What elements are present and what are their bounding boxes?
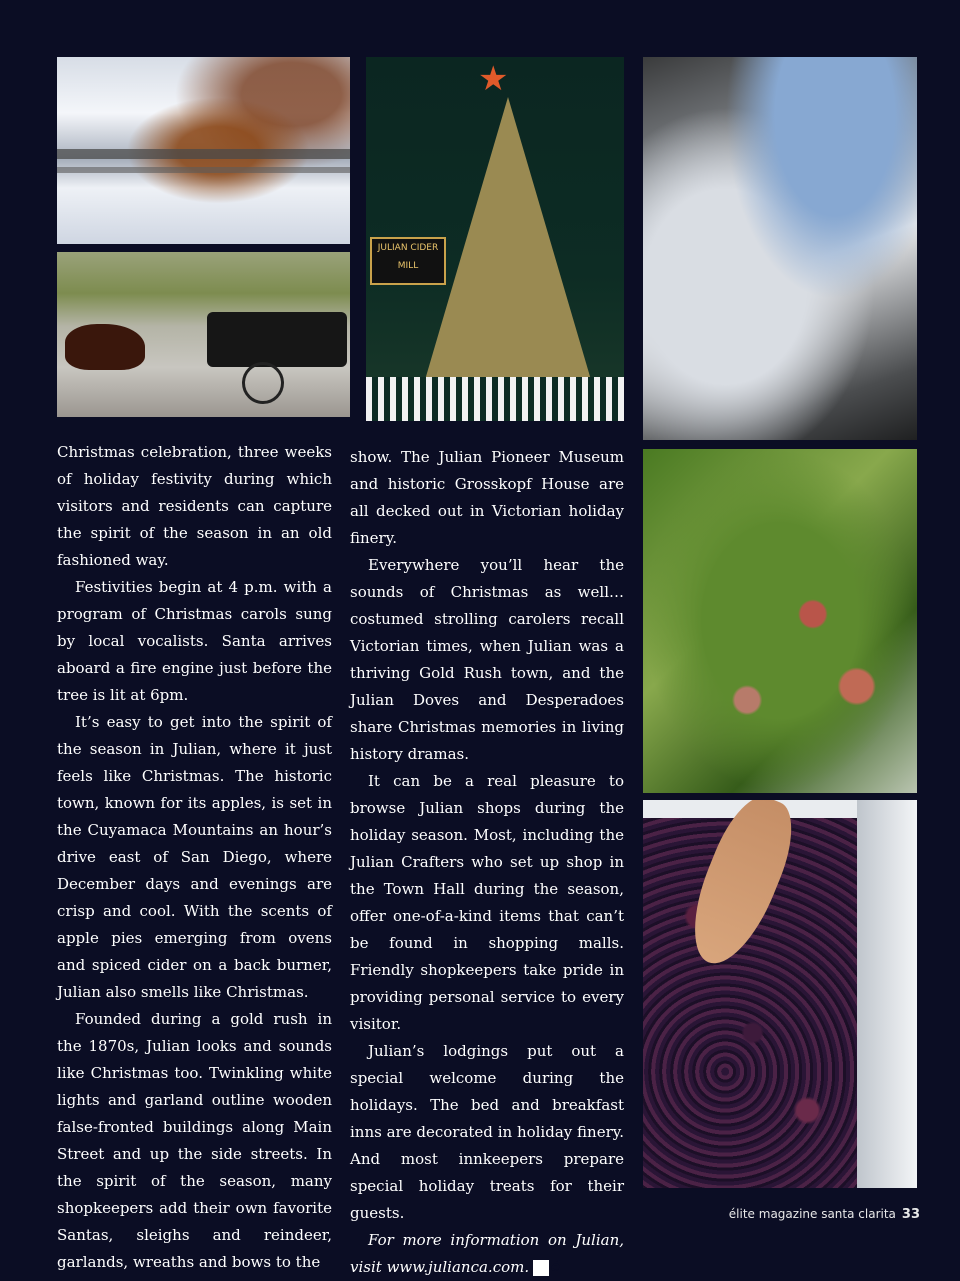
- magazine-name: élite magazine santa clarita: [728, 1207, 896, 1221]
- christmas-tree: [420, 97, 596, 397]
- more-info-text: For more information on Julian, visit www.julianca.com.: [350, 1231, 624, 1276]
- horse-carriage-photo: [57, 252, 350, 417]
- horse: [65, 324, 145, 370]
- cider-mill-sign: JULIAN CIDER MILL: [370, 237, 446, 285]
- paragraph: Christmas celebration, three weeks of holiday festivity during which visitors and residents can capture the spirit of the season in an old fashioned way.: [57, 443, 332, 569]
- page-footer: [729, 1207, 920, 1222]
- snowy-cedar-branch-photo: [643, 57, 917, 440]
- magazine-end-logo-icon: é: [533, 1260, 549, 1276]
- paragraph: show. The Julian Pioneer Museum and historic Grosskopf House are all decked out in Victorian holiday finery.: [350, 448, 624, 547]
- fence-rail: [57, 149, 350, 159]
- snowy-pine-branch-photo: [57, 57, 350, 244]
- page-number: 33: [901, 1207, 920, 1222]
- hand: [676, 800, 806, 975]
- apple-tree-photo: [643, 449, 917, 793]
- paragraph: Julian’s lodgings put out a special welcome during the holidays. The bed and breakfast inns are decorated in holiday finery. And most innkeepers prepare special holiday treats for their guests.: [350, 1042, 624, 1222]
- paragraph: Festivities begin at 4 p.m. with a program of Christmas carols sung by local vocalists. Santa arrives aboard a fire engine just before the tree is lit at 6pm.: [57, 578, 332, 704]
- paragraph: It’s easy to get into the spirit of the season in Julian, where it just feels like Christmas. The historic town, known for its apples, is set in the Cuyamaca Mountains an hour’s drive east of San Diego, where December days and evenings are crisp and cool. With the scents of apple pies emerging from ovens and spiced cider on a back burner, Julian also smells like Christmas.: [57, 713, 332, 1001]
- paragraph: Everywhere you’ll hear the sounds of Christmas as well…costumed strolling carolers recall Victorian times, when Julian was a thriving Gold Rush town, and the Julian Doves and Desperadoes share Christmas memories in living history dramas.: [350, 556, 624, 763]
- carriage-wheel: [242, 362, 284, 404]
- info-link-paragraph: [350, 1227, 624, 1281]
- christmas-tree-photo: [366, 57, 624, 421]
- fence-rail: [57, 167, 350, 173]
- carriage: [207, 312, 347, 367]
- bin-wall: [857, 800, 917, 1188]
- picket-fence: [366, 377, 624, 421]
- grapes-harvest-photo: [643, 800, 917, 1188]
- article-column-left: [57, 439, 332, 1276]
- paragraph: It can be a real pleasure to browse Julian shops during the holiday season. Most, including the Julian Crafters who set up shop in the Town Hall during the season, offer one-of-a-kind items that can’t be found in shopping malls. Friendly shopkeepers take pride in providing personal service to every visitor.: [350, 772, 624, 1033]
- paragraph: Founded during a gold rush in the 1870s, Julian looks and sounds like Christmas too. Twinkling white lights and garland outline wooden false-fronted buildings along Main Street and up the side streets. In the spirit of the season, many shopkeepers add their own favorite Santas, sleighs and reindeer, garlands, wreaths and bows to the: [57, 1010, 332, 1271]
- article-column-right: [350, 444, 624, 1281]
- star-icon: ★: [478, 59, 509, 99]
